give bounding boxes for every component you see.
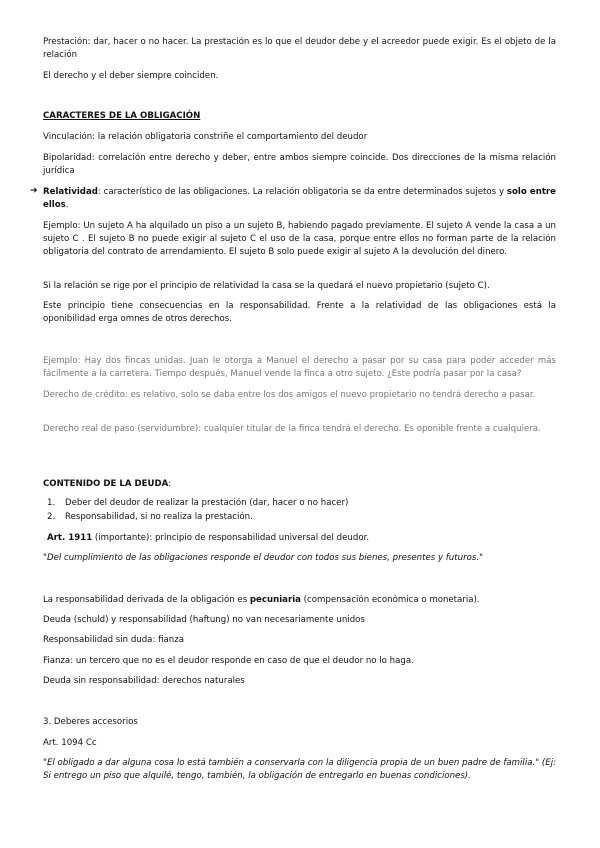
paragraph-art-1911 [47, 532, 556, 545]
quote-art-1911: "Del cumplimiento de las obligaciones responde el deudor con todos sus bienes, presentes y futuros." [43, 553, 484, 563]
art-1911-text: (importante): principio de responsabilidad universal del deudor. [92, 533, 370, 543]
paragraph-vinculacion: Vinculación: la relación obligatoria constriñe el comportamiento del deudor [43, 132, 368, 142]
paragraph-principio-relatividad: Si la relación se rige por el principio de relatividad la casa se la quedará el nuevo propietario (sujeto C). [43, 281, 490, 291]
art-1911-label: Art. 1911 [47, 533, 93, 543]
pecuniaria-end: (compensación económica o monetaria). [300, 595, 480, 605]
paragraph-ejemplo-fincas: Ejemplo: Hay dos fincas unidas. Juan le otorga a Manuel el derecho a pasar por su casa para poder acceder más fácilmente a la carretera. Tiempo después, Manuel vende la finca a otro sujeto. ¿Este podría pasar por la casa? [43, 356, 556, 379]
arrow-bullet-icon: ➔ [30, 186, 38, 196]
term-pecuniaria: pecuniaria [249, 595, 301, 605]
list-text: Responsabilidad, si no realiza la prestación. [65, 512, 253, 522]
paragraph-bipolaridad: Bipolaridad: correlación entre derecho y deber, entre ambos siempre coincide. Dos direcciones de la misma relación jurídica [43, 153, 556, 176]
paragraph-fianza: Fianza: un tercero que no es el deudor responde en caso de que el deudor no lo haga. [43, 656, 414, 666]
heading-contenido-deuda [43, 478, 556, 491]
heading-deberes-accesorios: 3. Deberes accesorios [43, 717, 138, 727]
heading-contenido-text: CONTENIDO DE LA DEUDA [43, 479, 169, 489]
heading-caracteres: CARACTERES DE LA OBLIGACIÓN [43, 111, 201, 121]
quote-art-1094: "El obligado a dar alguna cosa lo está también a conservarla con la diligencia propia de un buen padre de familia." (Ej: Si entrego un piso que alquilé, tengo, también, la obligación de entregarlo en buenas condiciones). [43, 758, 556, 781]
relatividad-text: : característico de las obligaciones. La relación obligatoria se da entre determinados sujetos y [97, 187, 507, 197]
paragraph-consecuencias: Este principio tiene consecuencias en la responsabilidad. Frente a la relatividad de las obligaciones está la oponibilidad erga omnes de otros derechos. [43, 301, 556, 324]
list-number: 1. [47, 498, 56, 508]
list-text: Deber del deudor de realizar la prestación (dar, hacer o no hacer) [65, 498, 349, 508]
paragraph-ejemplo-arrendamiento: Ejemplo: Un sujeto A ha alquilado un piso a un sujeto B, habiendo pagado previamente. El sujeto A vende la casa a un sujeto C . El sujeto B no puede exigir al sujeto C el uso de la casa, porque entre ellos no forman parte de la relación obligatoria del contrato de arrendamiento. El sujeto B solo puede exigir al sujeto A la devolución del dinero. [43, 221, 556, 257]
paragraph-derecho-real: Derecho real de paso (servidumbre): cualquier titular de la finca tendrá el derecho. Es oponible frente a cualquiera. [43, 424, 541, 434]
pecuniaria-text: La responsabilidad derivada de la obligación es [43, 595, 250, 605]
paragraph-schuld-haftung: Deuda (schuld) y responsabilidad (haftung) no van necesariamente unidos [43, 615, 365, 625]
list-item [43, 511, 556, 524]
relatividad-end: . [65, 200, 69, 210]
paragraph-derecho-credito: Derecho de crédito: es relativo, solo se daba entre los dos amigos el nuevo propietario no tendrá derecho a pasar. [43, 390, 536, 400]
paragraph-relatividad [43, 186, 556, 212]
list-number: 2. [47, 512, 56, 522]
paragraph-prestacion: Prestación: dar, hacer o no hacer. La prestación es lo que el deudor debe y el acreedor puede exigir. Es el objeto de la relación [43, 37, 556, 60]
list-item [43, 497, 556, 510]
heading-contenido-colon: : [168, 479, 172, 489]
term-relatividad: Relatividad [43, 187, 98, 197]
paragraph-fianza-duda: Responsabilidad sin duda: fianza [43, 635, 184, 645]
paragraph-art-1094: Art. 1094 Cc [43, 738, 97, 748]
paragraph-derechos-naturales: Deuda sin responsabilidad: derechos naturales [43, 676, 245, 686]
term-solo-entre-ellos: solo entre ellos [43, 187, 556, 210]
paragraph-pecuniaria [43, 594, 556, 607]
paragraph-derecho-deber: El derecho y el deber siempre coinciden. [43, 71, 219, 81]
